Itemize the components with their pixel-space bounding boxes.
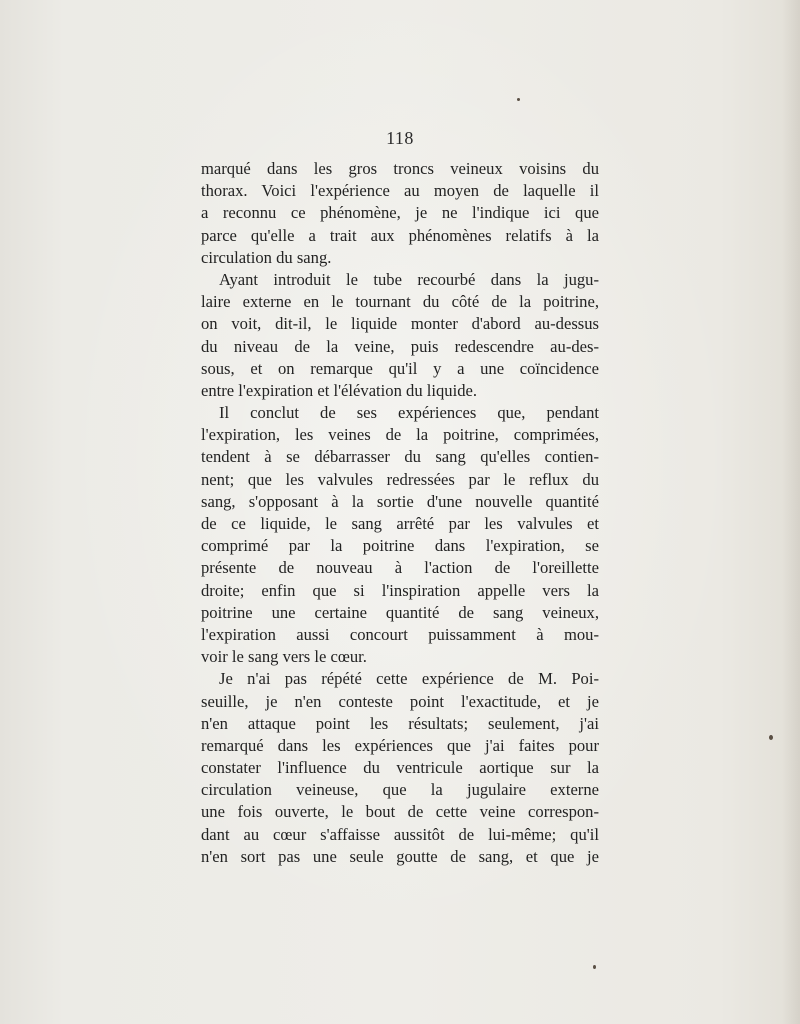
text-line: voir le sang vers le cœur. xyxy=(201,647,367,667)
text-line: l'expiration aussi concourt puissamment à mou- xyxy=(201,624,599,644)
text-line: entre l'expiration et l'élévation du liquide. xyxy=(201,380,478,400)
text-line: laire externe en le tournant du côté de la poitrine, xyxy=(201,292,599,312)
text-line: constater l'influence du ventricule aortique sur la xyxy=(201,758,599,778)
text-line: sang, s'opposant à la sortie d'une nouvelle quantité xyxy=(201,491,599,511)
text-line: parce qu'elle a trait aux phénomènes relatifs à la xyxy=(201,225,599,245)
text-line: on voit, dit-il, le liquide monter d'abord au-dessus xyxy=(201,314,599,334)
text-line: une fois ouverte, le bout de cette veine correspon- xyxy=(201,802,599,822)
text-line: a reconnu ce phénomène, je ne l'indique ici que xyxy=(201,203,599,223)
text-line: circulation veineuse, que la jugulaire externe xyxy=(201,780,599,800)
body-text xyxy=(201,158,599,868)
text-line: sous, et on remarque qu'il y a une coïncidence xyxy=(201,358,599,378)
text-line: tendent à se débarrasser du sang qu'elles contien- xyxy=(201,447,599,467)
text-line: circulation du sang. xyxy=(201,247,332,267)
text-line: remarqué dans les expériences que j'ai faites pour xyxy=(201,735,599,755)
text-line: dant au cœur s'affaisse aussitôt de lui-même; qu'il xyxy=(201,824,599,844)
text-line: l'expiration, les veines de la poitrine, comprimées, xyxy=(201,425,599,445)
text-line: comprimé par la poitrine dans l'expiration, se xyxy=(201,536,599,556)
text-line: Il conclut de ses expériences que, pendant xyxy=(219,403,599,423)
paper-spot xyxy=(593,965,596,969)
text-line: Je n'ai pas répété cette expérience de M. Poi- xyxy=(219,669,599,689)
text-line: du niveau de la veine, puis redescendre au-des- xyxy=(201,336,599,356)
text-line: marqué dans les gros troncs veineux voisins du xyxy=(201,159,599,178)
text-line: droite; enfin que si l'inspiration appelle vers la xyxy=(201,580,599,600)
text-line: nent; que les valvules redressées par le reflux du xyxy=(201,469,599,489)
text-line: n'en attaque point les résultats; seulement, j'ai xyxy=(201,713,599,733)
text-line: Ayant introduit le tube recourbé dans la jugu- xyxy=(219,269,599,289)
page-number: 118 xyxy=(386,128,414,148)
paper-spot xyxy=(769,735,773,740)
text-line: de ce liquide, le sang arrêté par les valvules et xyxy=(201,514,599,533)
paper-spot xyxy=(517,98,520,101)
text-line: seuille, je n'en conteste point l'exactitude, et je xyxy=(201,691,599,711)
text-line: poitrine une certaine quantité de sang veineux, xyxy=(201,602,599,622)
text-line: n'en sort pas une seule goutte de sang, et que je xyxy=(201,846,599,866)
text-line: présente de nouveau à l'action de l'oreillette xyxy=(201,558,599,578)
text-line: thorax. Voici l'expérience au moyen de laquelle il xyxy=(201,181,599,201)
